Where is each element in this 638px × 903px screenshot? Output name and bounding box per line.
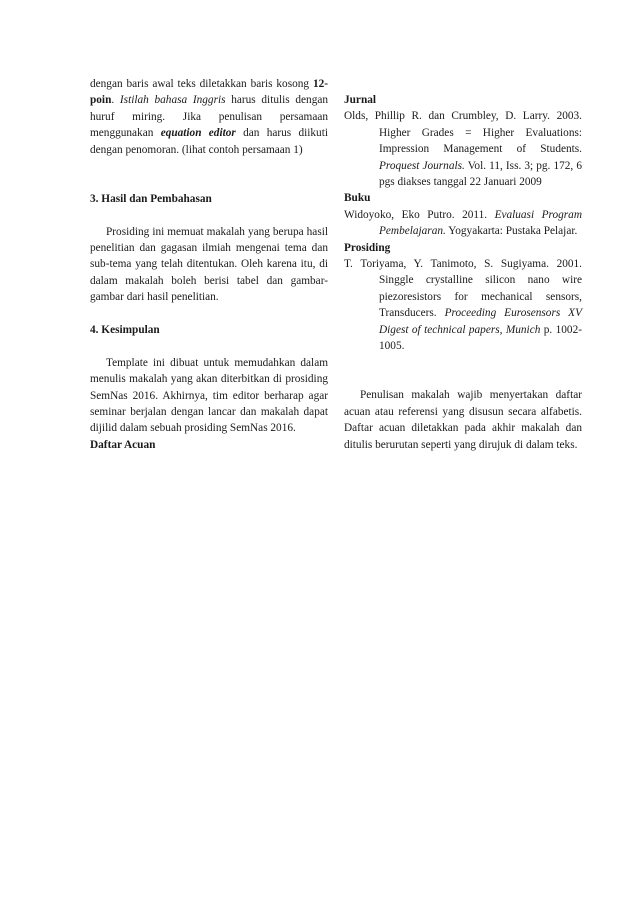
right-column bbox=[344, 92, 582, 453]
left-column bbox=[90, 76, 328, 453]
section4-body: Template ini dibuat untuk memudahkan dalam menulis makalah yang akan diterbitkan di prosiding SemNas 2016. Akhirnya, tim editor berharap agar seminar berjalan dengan lancar dan makalah dapat dijilid dalam sebuah prosiding SemNas 2016. bbox=[90, 356, 328, 435]
jurnal-reference: Olds, Phillip R. dan Crumbley, D. Larry. 2003. Higher Grades = Higher Evaluations: Impression Management of Students. Proquest Journals. Vol. 11, Iss. 3; pg. 172, 6 pgs diakses tanggal 22 Januari 2009 bbox=[344, 110, 582, 189]
intro-bold-term: 12-poin bbox=[90, 78, 328, 107]
intro-paragraph: dengan baris awal teks diletakkan baris kosong 12-poin. Istilah bahasa Inggris harus ditulis dengan huruf miring. Jika penulisan persamaan menggunakan equation editor dan harus diikuti dengan penomoran. (lihat contoh persamaan 1) bbox=[90, 78, 328, 156]
references-heading: Daftar Acuan bbox=[90, 438, 156, 451]
jurnal-heading: Jurnal bbox=[344, 94, 377, 106]
section3-body: Prosiding ini memuat makalah yang berupa hasil penelitian dan gagasan ilmiah mengenai tema dan sub-tema yang telah ditentukan. Oleh karena itu, di dalam makalah boleh berisi tabel dan gambar-gambar dari hasil penelitian. bbox=[90, 225, 328, 304]
closing-paragraph: Penulisan makalah wajib menyertakan daftar acuan atau referensi yang disusun secara alfabetis. Daftar acuan diletakkan pada akhir makalah dan ditulis berurutan seperti yang dirujuk di dalam teks. bbox=[344, 389, 582, 451]
intro-bolditalic-term: equation editor bbox=[160, 127, 236, 140]
prosiding-reference: T. Toriyama, Y. Tanimoto, S. Sugiyama. 2001. Singgle crystalline silicon nano wire piezoresistors for mechanical sensors, Transducers. Proceeding Eurosensors XV Digest of technical papers, Munich p. 1002-1005. bbox=[344, 258, 582, 353]
buku-heading: Buku bbox=[344, 192, 371, 205]
section4-heading: 4. Kesimpulan bbox=[90, 324, 160, 337]
intro-italic-term: Istilah bahasa Inggris bbox=[119, 94, 226, 107]
section3-heading: 3. Hasil dan Pembahasan bbox=[90, 192, 212, 205]
prosiding-heading: Prosiding bbox=[344, 241, 391, 254]
buku-reference: Widoyoko, Eko Putro. 2011. Evaluasi Program Pembelajaran. Yogyakarta: Pustaka Pelajar. bbox=[344, 208, 582, 238]
